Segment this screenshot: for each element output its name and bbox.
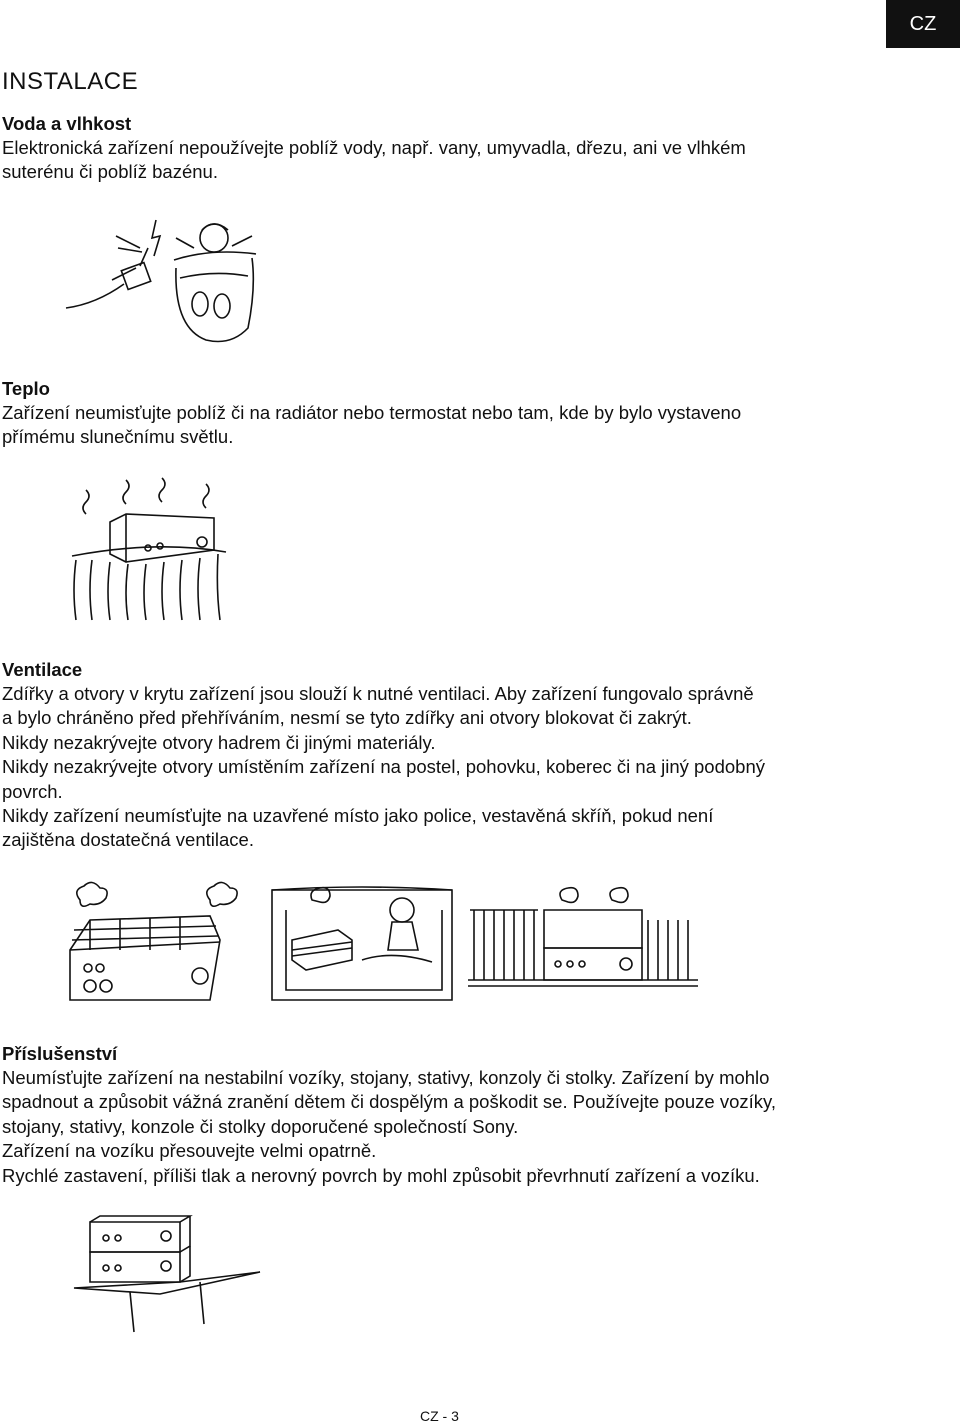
section-heading: Příslušenství — [2, 1043, 118, 1064]
covered-device-illustration — [60, 880, 260, 1010]
section-accessories — [2, 1042, 902, 1188]
section-text-line: zajištěna dostatečná ventilace. — [2, 829, 254, 851]
section-text-line: Zařízení neumisťujte poblíž či na radiátor nebo termostat nebo tam, kde by bylo vystaveno — [2, 402, 742, 423]
language-badge: CZ — [886, 0, 960, 48]
section-heading: Voda a vlhkost — [2, 113, 132, 134]
section-text-line: Nikdy zařízení neumísťujte na uzavřené místo jako police, vestavěná skříň, pokud není — [2, 805, 714, 827]
section-text-line: přímému slunečnímu světlu. — [2, 426, 234, 448]
section-ventilation — [2, 658, 902, 853]
section-text-line: a bylo chráněno před přehříváním, nesmí se tyto zdířky ani otvory blokovat či zakrýt. — [2, 707, 692, 729]
sofa-device-illustration — [262, 880, 462, 1010]
section-text-line: Zdířky a otvory v krytu zařízení jsou slouží k nutné ventilaci. Aby zařízení fungovalo správně — [2, 683, 754, 704]
page-title: INSTALACE — [2, 68, 139, 95]
section-text-line: Elektronická zařízení nepoužívejte poblíž vody, např. vany, umyvadla, dřezu, ani ve vlhkém — [2, 137, 746, 158]
section-text-line: Rychlé zastavení, příliši tlak a nerovný povrch by mohl způsobit převrhnutí zařízení a vozíku. — [2, 1164, 760, 1186]
section-text-line: povrch. — [2, 780, 63, 802]
section-water — [2, 112, 902, 185]
section-text-line: suterénu či poblíž bazénu. — [2, 161, 218, 183]
section-text-line: spadnout a způsobit vážná zranění dětem či dospělým a poškodit se. Používejte pouze vozíky, — [2, 1091, 777, 1113]
section-text-line: Zařízení na vozíku přesouvejte velmi opatrně. — [2, 1140, 377, 1162]
section-text-line: stojany, stativy, konzole či stolky doporučené společností Sony. — [2, 1115, 519, 1137]
shelf-device-illustration — [462, 880, 702, 1010]
section-heading: Teplo — [2, 378, 50, 399]
section-heading: Ventilace — [2, 659, 83, 680]
bathtub-radio-illustration — [56, 208, 276, 348]
page-number: CZ - 3 — [420, 1408, 459, 1424]
radiator-device-illustration — [66, 470, 246, 625]
section-text-line: Nikdy nezakrývejte otvory umístěním zařízení na postel, pohovku, koberec či na jiný podobný — [2, 756, 765, 778]
section-text-line: Neumísťujte zařízení na nestabilní vozíky, stojany, stativy, konzoly či stolky. Zařízení by mohlo — [2, 1067, 770, 1088]
section-text-line: Nikdy nezakrývejte otvory hadrem či jinými materiály. — [2, 731, 436, 753]
cart-device-illustration — [70, 1212, 270, 1337]
section-heat — [2, 377, 902, 450]
